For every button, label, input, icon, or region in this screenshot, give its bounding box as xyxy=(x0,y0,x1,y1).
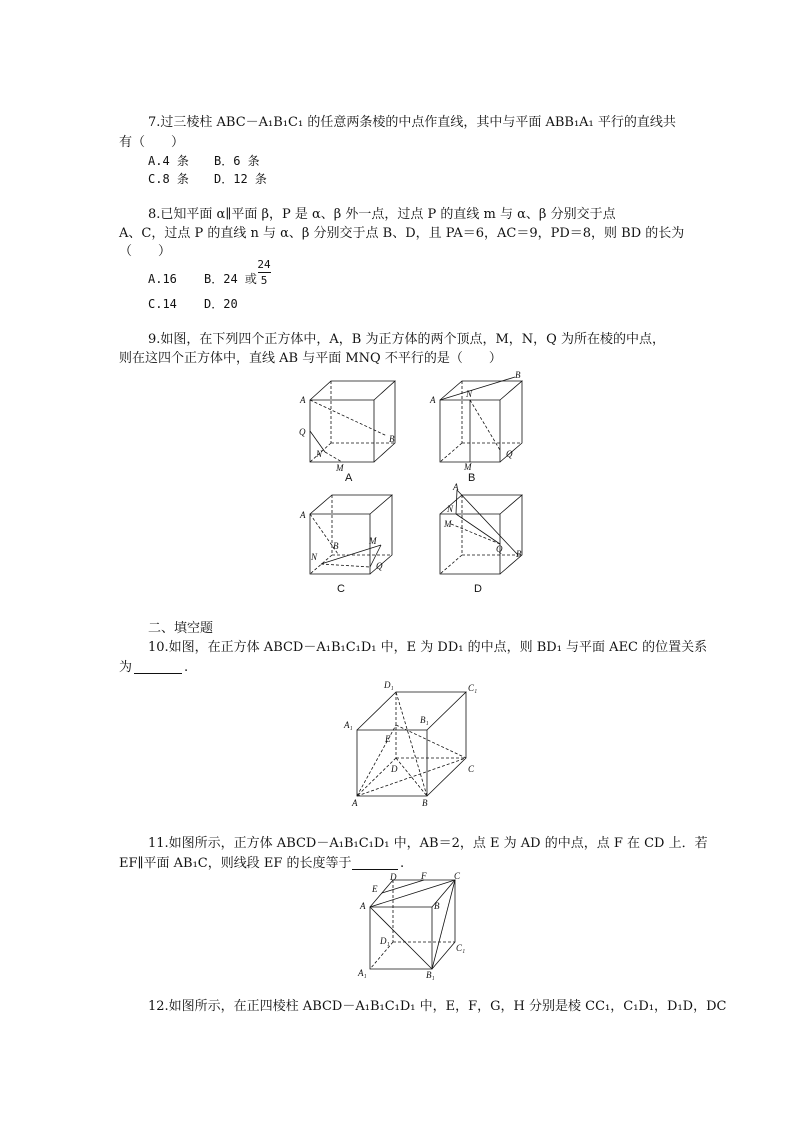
q7-option-d: D．12 条 xyxy=(214,172,267,186)
figC-label-a: A xyxy=(300,510,306,520)
figD-label-n: N xyxy=(447,504,454,514)
figure-cube-a xyxy=(296,378,406,478)
figB-label-b: B xyxy=(515,370,521,380)
figB-label-n: N xyxy=(466,389,473,399)
figure-cube-c xyxy=(296,492,406,582)
figC-label-n: N xyxy=(311,552,318,562)
figC-label-b: B xyxy=(333,541,339,551)
figB-label-m: M xyxy=(464,462,472,472)
figure-cube-b xyxy=(430,370,540,470)
figD-label-q: Q xyxy=(496,544,503,554)
fig10-label-a: A xyxy=(352,798,358,808)
figC-label-q: Q xyxy=(376,561,383,571)
fig11-label-b1: B₁ xyxy=(426,970,435,980)
figure-cube-d xyxy=(430,484,540,579)
figure-cube-10 xyxy=(342,680,492,810)
figure-caption-a: A xyxy=(345,472,353,484)
q10-line2: 为 xyxy=(119,660,133,675)
q8-option-a: A.16 xyxy=(148,272,177,286)
q10-end: . xyxy=(184,660,189,675)
fig10-label-b1: B₁ xyxy=(420,715,429,725)
q7-option-b: B．6 条 xyxy=(214,154,260,168)
fig10-label-d1: D₁ xyxy=(384,680,394,690)
figC-label-m: M xyxy=(369,536,377,546)
q8-line3: （ ） xyxy=(119,244,172,259)
q8-fraction-denominator: 5 xyxy=(260,274,268,287)
figure-caption-d: D xyxy=(474,583,482,595)
figure-cube-11 xyxy=(352,872,472,980)
figA-label-n: N xyxy=(316,449,323,459)
fig11-label-a1: A₁ xyxy=(358,968,367,978)
q11-line1: 11.如图所示，正方体 ABCD－A₁B₁C₁D₁ 中，AB＝2，点 E 为 AD 的中点，点 F 在 CD 上．若 xyxy=(148,836,708,851)
q8-option-b: B．24 或 xyxy=(204,272,257,286)
q8-line2: A、C，过点 P 的直线 n 与 α、β 分别交于点 B、D，且 PA＝6，AC＝9，PD＝8，则 BD 的长为 xyxy=(119,226,685,241)
q8-option-c: C.14 xyxy=(148,297,177,311)
figA-label-m: M xyxy=(336,463,344,473)
q7-option-a: A.4 条 xyxy=(148,154,189,168)
q8-option-d: D．20 xyxy=(204,297,238,311)
fig10-label-b: B xyxy=(422,798,428,808)
q8-line1: 8.已知平面 α∥平面 β，P 是 α、β 外一点，过点 P 的直线 m 与 α、β 分别交于点 xyxy=(148,207,616,222)
fig10-label-c1: C₁ xyxy=(468,683,478,693)
q7-line2: 有（ ） xyxy=(119,135,185,150)
q9-line2: 则在这四个正方体中，直线 AB 与平面 MNQ 不平行的是（ ） xyxy=(119,351,502,366)
figA-label-a: A xyxy=(300,395,306,405)
fig11-label-a: A xyxy=(360,901,366,911)
figD-label-a: A xyxy=(453,482,459,492)
q11-answer-blank[interactable] xyxy=(352,869,398,870)
q7-option-c: C.8 条 xyxy=(148,172,189,186)
q11-line2: EF∥平面 AB₁C，则线段 EF 的长度等于 xyxy=(119,856,352,871)
fig11-label-f: F xyxy=(421,871,427,881)
figure-caption-b: B xyxy=(468,472,476,484)
q12-line1: 12.如图所示，在正四棱柱 ABCD－A₁B₁C₁D₁ 中，E，F，G，H 分别是棱 CC₁，C₁D₁，D₁D，DC xyxy=(148,999,727,1014)
q8-fraction-bar xyxy=(258,272,271,273)
figD-label-b: B xyxy=(516,549,522,559)
figA-label-q: Q xyxy=(299,427,306,437)
fig11-label-e: E xyxy=(372,884,378,894)
fig11-label-c: C xyxy=(454,871,461,881)
q10-answer-blank[interactable] xyxy=(134,673,182,674)
fig10-label-e: E xyxy=(385,734,391,744)
q8-fraction-numerator: 24 xyxy=(257,258,271,271)
fig10-label-c: C xyxy=(468,764,475,774)
q7-line1: 7.过三棱柱 ABC－A₁B₁C₁ 的任意两条棱的中点作直线，其中与平面 ABB₁A₁ 平行的直线共 xyxy=(148,115,676,130)
fig11-label-b: B xyxy=(434,901,440,911)
q10-line1: 10.如图，在正方体 ABCD－A₁B₁C₁D₁ 中，E 为 DD₁ 的中点，则 BD₁ 与平面 AEC 的位置关系 xyxy=(148,640,708,655)
figB-label-q: Q xyxy=(506,449,513,459)
fig11-label-d: D xyxy=(390,872,397,882)
section-title-fill-in: 二、填空题 xyxy=(148,621,214,636)
figA-label-b: B xyxy=(389,434,395,444)
fig11-label-d1: D₁ xyxy=(380,936,390,946)
fig10-label-a1: A₁ xyxy=(344,720,353,730)
fig10-label-d: D xyxy=(391,764,398,774)
q11-end: . xyxy=(400,856,405,871)
figure-caption-c: C xyxy=(337,583,345,595)
figB-label-a: A xyxy=(430,395,436,405)
figD-label-m: M xyxy=(444,519,452,529)
fig11-label-c1: C₁ xyxy=(456,943,466,953)
q9-line1: 9.如图，在下列四个正方体中，A，B 为正方体的两个顶点，M，N，Q 为所在棱的中点， xyxy=(148,332,665,347)
